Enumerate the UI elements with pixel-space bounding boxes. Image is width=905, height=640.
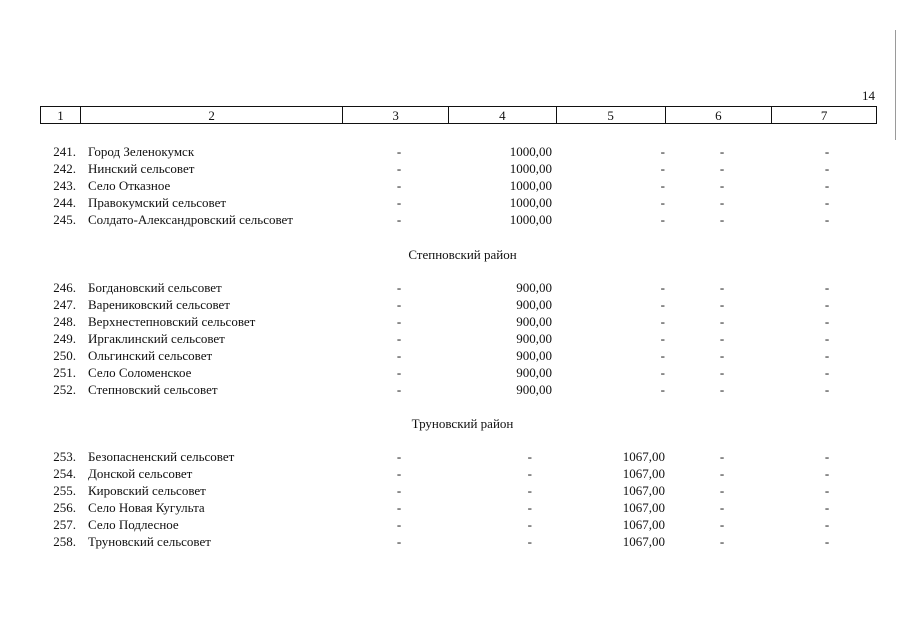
row-col-4: 1000,00 bbox=[509, 161, 552, 176]
row-col-5: 1067,00 bbox=[622, 449, 665, 464]
row-col-4: - bbox=[527, 466, 532, 481]
header-col-4: 4 bbox=[449, 107, 557, 123]
row-name: Донской сельсовет bbox=[88, 466, 193, 481]
row-col-6: - bbox=[719, 161, 725, 176]
row-col-7: - bbox=[824, 517, 830, 532]
row-name: Кировский сельсовет bbox=[88, 483, 206, 498]
row-col-7: - bbox=[824, 331, 830, 346]
table-row bbox=[0, 381, 905, 398]
row-col-3: - bbox=[396, 382, 402, 397]
row-name: Нинский сельсовет bbox=[88, 161, 195, 176]
row-col-3: - bbox=[396, 212, 402, 227]
row-col-6: - bbox=[719, 280, 725, 295]
row-col-6: - bbox=[719, 297, 725, 312]
row-name: Верхнестепновский сельсовет bbox=[88, 314, 256, 329]
row-col-7: - bbox=[824, 297, 830, 312]
row-col-5: - bbox=[660, 365, 665, 380]
row-col-6: - bbox=[719, 212, 725, 227]
row-name: Село Подлесное bbox=[88, 517, 179, 532]
row-col-5: - bbox=[660, 314, 665, 329]
row-col-7: - bbox=[824, 348, 830, 363]
row-name: Солдато-Александровский сельсовет bbox=[88, 212, 293, 227]
row-number: 253. bbox=[53, 449, 76, 464]
row-col-6: - bbox=[719, 178, 725, 193]
section-title: Степновский район bbox=[408, 247, 517, 262]
row-col-7: - bbox=[824, 382, 830, 397]
row-number: 248. bbox=[53, 314, 76, 329]
row-number: 245. bbox=[53, 212, 76, 227]
table-row bbox=[0, 313, 905, 330]
row-col-5: 1067,00 bbox=[622, 483, 665, 498]
row-col-7: - bbox=[824, 195, 830, 210]
table-row bbox=[0, 194, 905, 211]
row-col-5: - bbox=[660, 195, 665, 210]
row-col-6: - bbox=[719, 449, 725, 464]
row-col-3: - bbox=[396, 466, 402, 481]
row-col-3: - bbox=[396, 365, 402, 380]
row-number: 255. bbox=[53, 483, 76, 498]
row-col-5: - bbox=[660, 144, 665, 159]
table-row bbox=[0, 516, 905, 533]
page-edge-mark bbox=[895, 30, 896, 140]
row-name: Правокумский сельсовет bbox=[88, 195, 227, 210]
row-col-4: 1000,00 bbox=[509, 144, 552, 159]
row-col-3: - bbox=[396, 534, 402, 549]
row-col-5: - bbox=[660, 161, 665, 176]
row-number: 254. bbox=[53, 466, 76, 481]
row-number: 250. bbox=[53, 348, 76, 363]
row-number: 242. bbox=[53, 161, 76, 176]
row-col-3: - bbox=[396, 331, 402, 346]
row-col-4: 900,00 bbox=[516, 297, 552, 312]
row-col-7: - bbox=[824, 212, 830, 227]
row-col-4: 900,00 bbox=[516, 382, 552, 397]
header-col-1: 1 bbox=[41, 107, 81, 123]
row-col-5: - bbox=[660, 178, 665, 193]
row-col-6: - bbox=[719, 466, 725, 481]
row-col-6: - bbox=[719, 144, 725, 159]
row-col-6: - bbox=[719, 517, 725, 532]
row-col-5: - bbox=[660, 212, 665, 227]
table-row bbox=[0, 211, 905, 228]
row-col-6: - bbox=[719, 534, 725, 549]
row-col-3: - bbox=[396, 314, 402, 329]
row-col-7: - bbox=[824, 161, 830, 176]
row-col-5: - bbox=[660, 331, 665, 346]
row-name: Город Зеленокумск bbox=[88, 144, 195, 159]
row-number: 251. bbox=[53, 365, 76, 380]
row-col-7: - bbox=[824, 314, 830, 329]
row-name: Труновский сельсовет bbox=[88, 534, 211, 549]
row-col-5: 1067,00 bbox=[622, 466, 665, 481]
header-col-2: 2 bbox=[81, 107, 343, 123]
row-col-4: 1000,00 bbox=[509, 212, 552, 227]
row-col-7: - bbox=[824, 365, 830, 380]
row-col-3: - bbox=[396, 178, 402, 193]
table-row bbox=[0, 364, 905, 381]
row-col-6: - bbox=[719, 195, 725, 210]
table-row bbox=[0, 482, 905, 499]
row-col-4: 1000,00 bbox=[509, 195, 552, 210]
row-number: 256. bbox=[53, 500, 76, 515]
row-col-3: - bbox=[396, 483, 402, 498]
row-col-5: 1067,00 bbox=[622, 517, 665, 532]
row-number: 246. bbox=[53, 280, 76, 295]
row-name: Село Новая Кугульта bbox=[88, 500, 205, 515]
row-number: 257. bbox=[53, 517, 76, 532]
page-number: 14 bbox=[862, 88, 875, 103]
table-row bbox=[0, 296, 905, 313]
row-number: 258. bbox=[53, 534, 76, 549]
row-col-3: - bbox=[396, 517, 402, 532]
row-col-3: - bbox=[396, 144, 402, 159]
row-col-5: - bbox=[660, 297, 665, 312]
header-col-5: 5 bbox=[557, 107, 666, 123]
row-col-4: 900,00 bbox=[516, 348, 552, 363]
row-col-5: - bbox=[660, 382, 665, 397]
row-name: Ольгинский сельсовет bbox=[88, 348, 213, 363]
row-col-6: - bbox=[719, 314, 725, 329]
table-row bbox=[0, 465, 905, 482]
row-col-4: 900,00 bbox=[516, 365, 552, 380]
row-col-4: 1000,00 bbox=[509, 178, 552, 193]
table-header-row bbox=[40, 106, 877, 124]
row-col-7: - bbox=[824, 280, 830, 295]
row-col-7: - bbox=[824, 483, 830, 498]
row-number: 252. bbox=[53, 382, 76, 397]
row-number: 249. bbox=[53, 331, 76, 346]
row-col-5: - bbox=[660, 280, 665, 295]
row-number: 247. bbox=[53, 297, 76, 312]
row-col-5: - bbox=[660, 348, 665, 363]
header-col-3: 3 bbox=[343, 107, 449, 123]
table-row bbox=[0, 160, 905, 177]
row-col-4: 900,00 bbox=[516, 280, 552, 295]
row-number: 241. bbox=[53, 144, 76, 159]
table-row bbox=[0, 143, 905, 160]
row-col-5: 1067,00 bbox=[622, 534, 665, 549]
table-row bbox=[0, 330, 905, 347]
row-col-7: - bbox=[824, 178, 830, 193]
row-name: Иргаклинский сельсовет bbox=[88, 331, 225, 346]
row-col-3: - bbox=[396, 161, 402, 176]
header-col-6: 6 bbox=[666, 107, 773, 123]
row-col-3: - bbox=[396, 297, 402, 312]
row-col-6: - bbox=[719, 331, 725, 346]
row-name: Село Отказное bbox=[88, 178, 171, 193]
row-col-7: - bbox=[824, 144, 830, 159]
table-row bbox=[0, 533, 905, 550]
section-title: Труновский район bbox=[411, 416, 514, 431]
row-col-6: - bbox=[719, 500, 725, 515]
row-col-6: - bbox=[719, 483, 725, 498]
row-col-5: 1067,00 bbox=[622, 500, 665, 515]
row-col-3: - bbox=[396, 348, 402, 363]
row-number: 243. bbox=[53, 178, 76, 193]
row-name: Степновский сельсовет bbox=[88, 382, 218, 397]
table-row bbox=[0, 347, 905, 364]
row-col-7: - bbox=[824, 449, 830, 464]
row-col-3: - bbox=[396, 280, 402, 295]
table-row bbox=[0, 448, 905, 465]
row-name: Богдановский сельсовет bbox=[88, 280, 222, 295]
table-row bbox=[0, 499, 905, 516]
row-col-6: - bbox=[719, 348, 725, 363]
row-col-7: - bbox=[824, 500, 830, 515]
row-col-3: - bbox=[396, 500, 402, 515]
row-name: Село Соломенское bbox=[88, 365, 192, 380]
row-col-7: - bbox=[824, 534, 830, 549]
row-col-7: - bbox=[824, 466, 830, 481]
table-row bbox=[0, 177, 905, 194]
row-name: Варениковский сельсовет bbox=[88, 297, 230, 312]
row-col-4: - bbox=[527, 500, 532, 515]
row-col-4: 900,00 bbox=[516, 331, 552, 346]
row-number: 244. bbox=[53, 195, 76, 210]
row-col-6: - bbox=[719, 365, 725, 380]
header-col-7: 7 bbox=[820, 108, 828, 123]
row-col-4: - bbox=[527, 517, 532, 532]
row-col-3: - bbox=[396, 195, 402, 210]
row-name: Безопасненский сельсовет bbox=[88, 449, 235, 464]
table-row bbox=[0, 279, 905, 296]
row-col-4: - bbox=[527, 449, 532, 464]
row-col-6: - bbox=[719, 382, 725, 397]
row-col-4: - bbox=[527, 534, 532, 549]
row-col-4: 900,00 bbox=[516, 314, 552, 329]
row-col-3: - bbox=[396, 449, 402, 464]
row-col-4: - bbox=[527, 483, 532, 498]
